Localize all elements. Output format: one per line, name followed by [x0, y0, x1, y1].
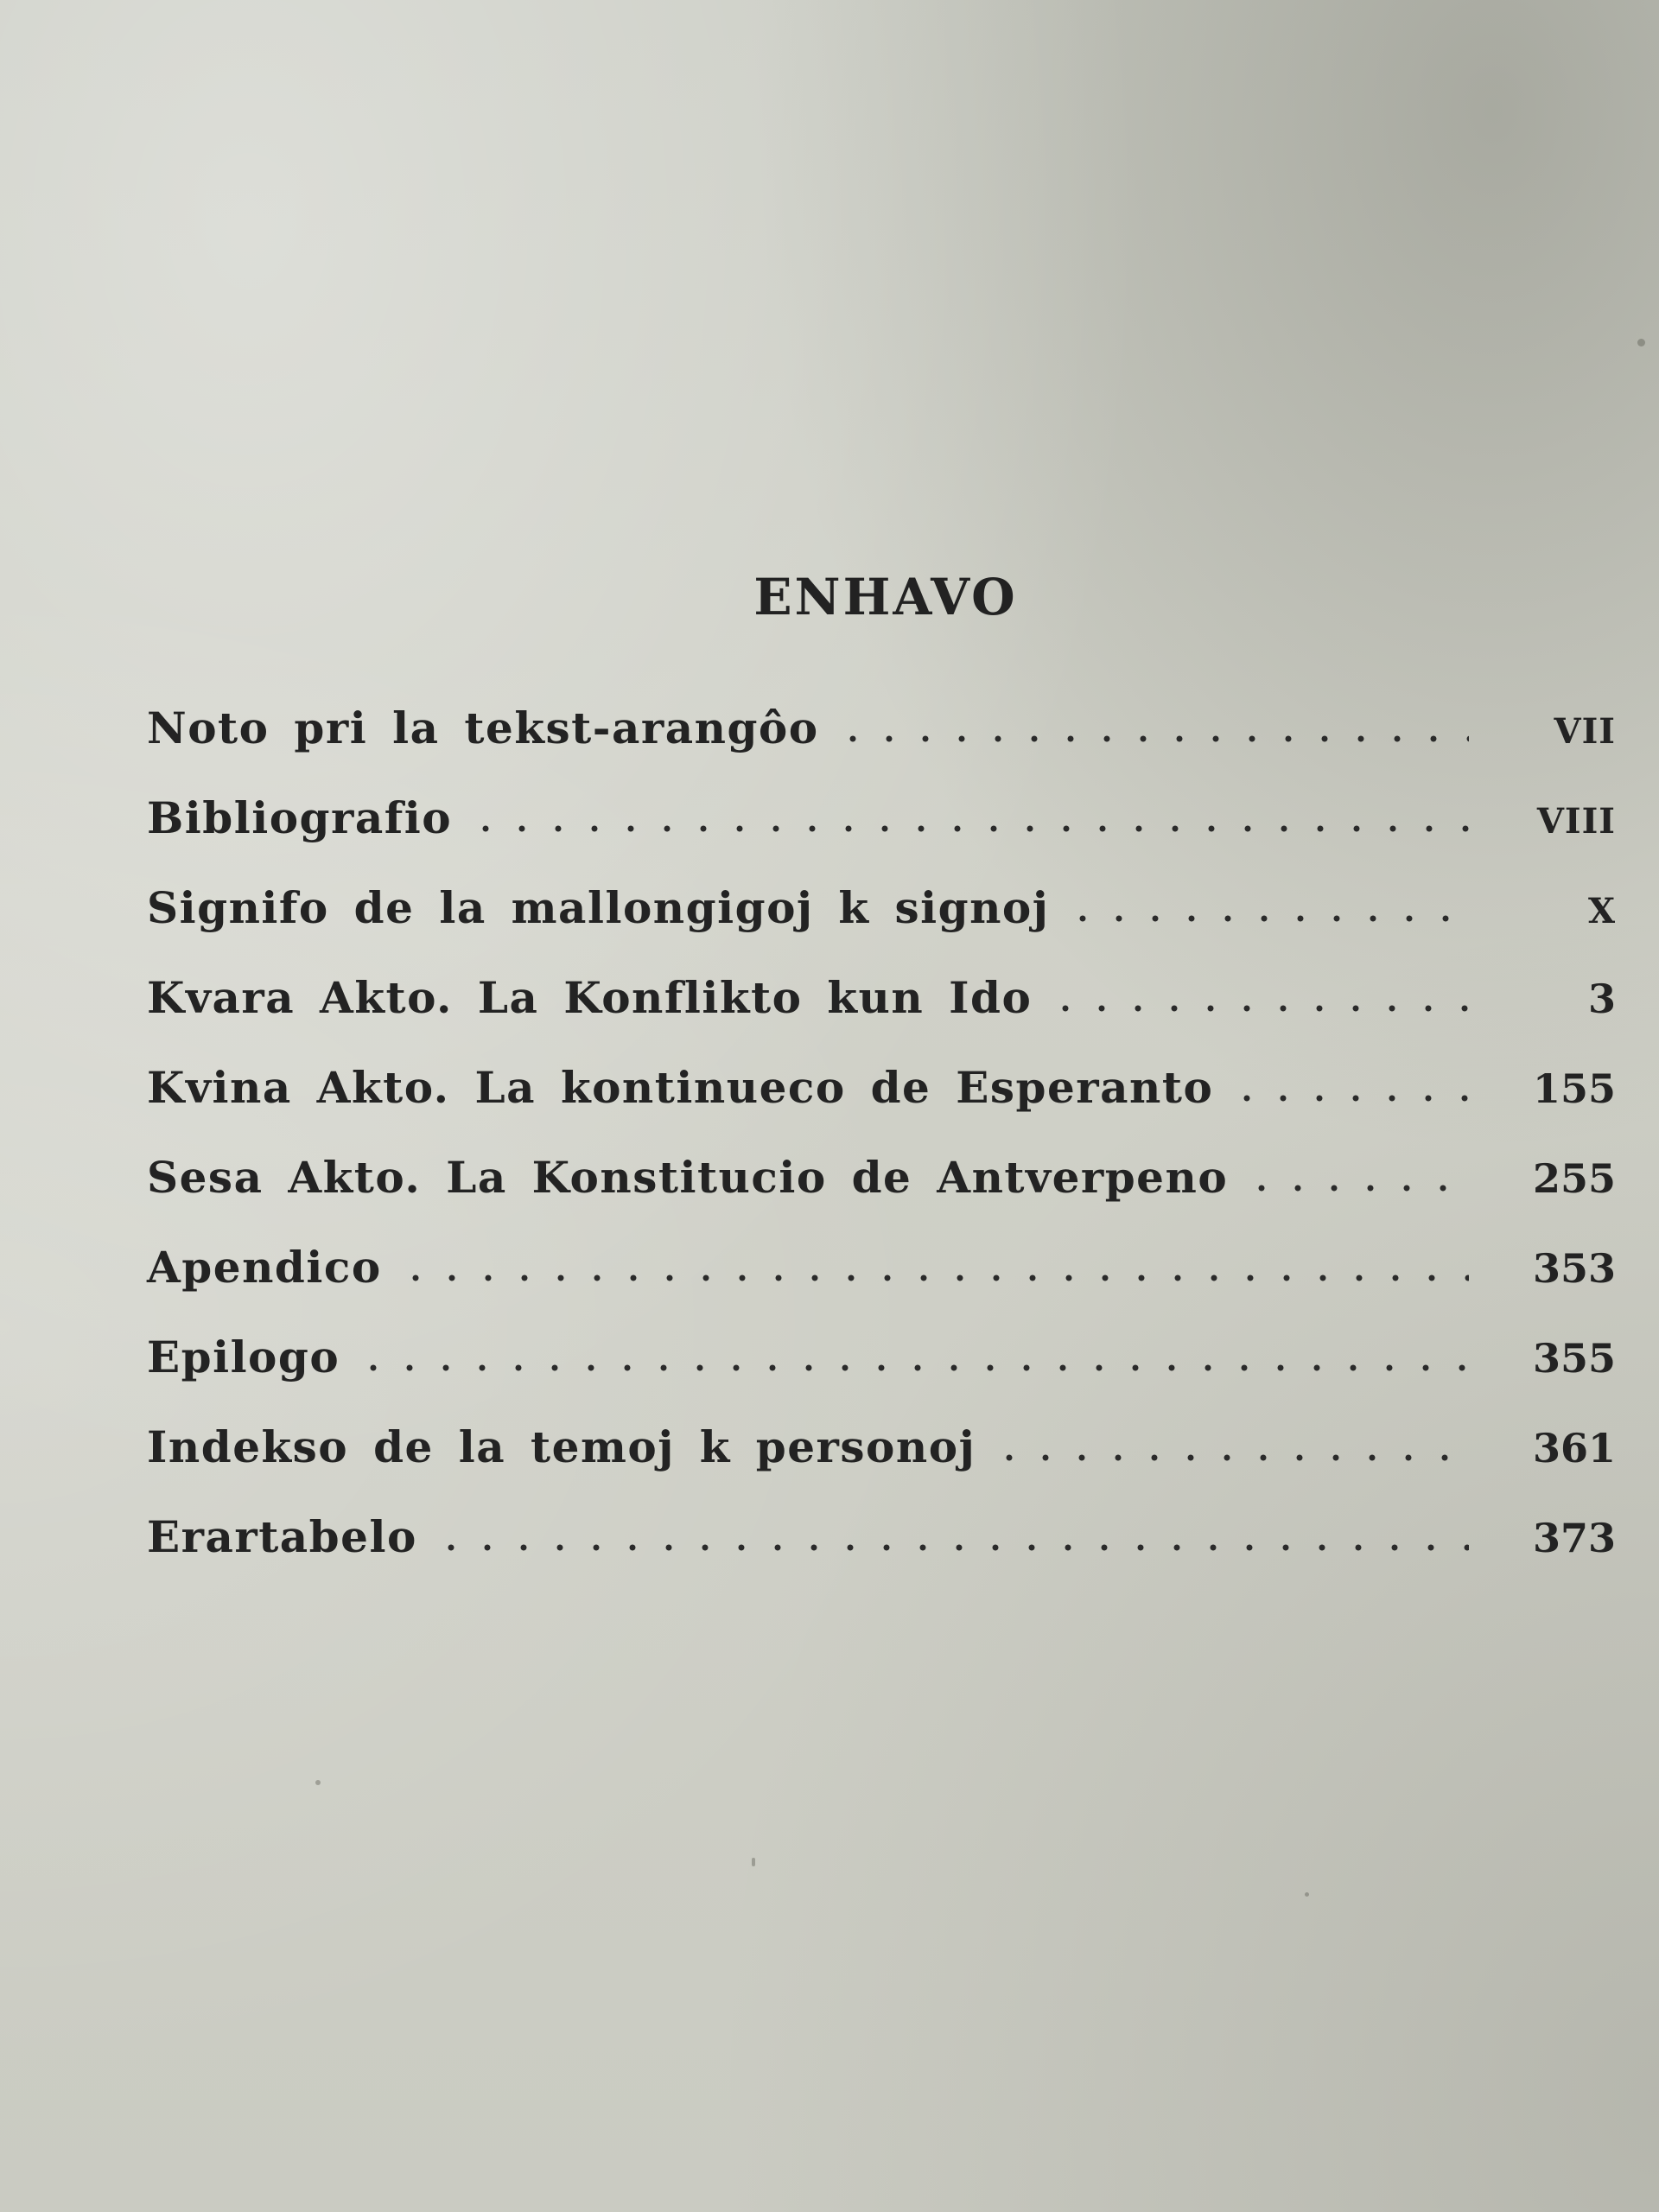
toc-entry-page: 355	[1532, 1335, 1616, 1382]
toc-entry	[147, 1329, 1616, 1419]
dot-leader	[467, 790, 1469, 833]
dot-leader	[397, 1239, 1469, 1282]
toc-entry-title: Indekso de la temoj k personoj	[147, 1421, 976, 1472]
paper-speck	[315, 1780, 321, 1785]
toc-entry	[147, 1059, 1616, 1149]
toc-entry-title: Kvara Akto. La Konflikto kun Ido	[147, 972, 1033, 1023]
toc-entry	[147, 1149, 1616, 1239]
paper-speck	[752, 1858, 755, 1866]
table-of-contents	[147, 700, 1616, 1599]
toc-entry	[147, 1239, 1616, 1329]
toc-entry-page: X	[1587, 891, 1616, 931]
toc-entry-page: 361	[1532, 1425, 1616, 1471]
toc-entry	[147, 1509, 1616, 1599]
toc-entry	[147, 790, 1616, 880]
toc-entry	[147, 700, 1616, 790]
toc-entry-title: Noto pri la tekst-arangôo	[147, 702, 819, 753]
dot-leader	[355, 1329, 1469, 1372]
toc-entry-page: 3	[1587, 976, 1616, 1022]
dot-leader	[1065, 880, 1469, 923]
toc-entry-page: 155	[1532, 1065, 1616, 1112]
toc-entry-page: 255	[1532, 1155, 1616, 1202]
dot-leader	[1047, 969, 1469, 1013]
page-title: ENHAVO	[753, 567, 1018, 626]
toc-entry	[147, 1419, 1616, 1509]
dot-leader	[1229, 1059, 1469, 1103]
dot-leader	[433, 1509, 1469, 1552]
dot-leader	[1243, 1149, 1469, 1192]
toc-entry	[147, 969, 1616, 1059]
toc-entry-title: Bibliografio	[147, 792, 453, 843]
toc-entry-title: Kvina Akto. La kontinueco de Esperanto	[147, 1062, 1214, 1113]
toc-entry-page: 353	[1532, 1245, 1616, 1292]
toc-entry	[147, 880, 1616, 969]
toc-entry-page: 373	[1532, 1515, 1616, 1561]
toc-entry-title: Sesa Akto. La Konstitucio de Antverpeno	[147, 1152, 1229, 1203]
toc-entry-page: VIII	[1536, 801, 1616, 842]
toc-entry-title: Epilogo	[147, 1332, 340, 1382]
toc-entry-title: Erartabelo	[147, 1511, 417, 1562]
toc-entry-page: VII	[1554, 711, 1616, 752]
dot-leader	[991, 1419, 1469, 1462]
dot-leader	[835, 700, 1469, 743]
toc-entry-title: Apendico	[147, 1242, 382, 1293]
toc-entry-title: Signifo de la mallongigoj k signoj	[147, 882, 1050, 933]
paper-speck	[1637, 339, 1645, 346]
paper-speck	[1305, 1892, 1309, 1897]
